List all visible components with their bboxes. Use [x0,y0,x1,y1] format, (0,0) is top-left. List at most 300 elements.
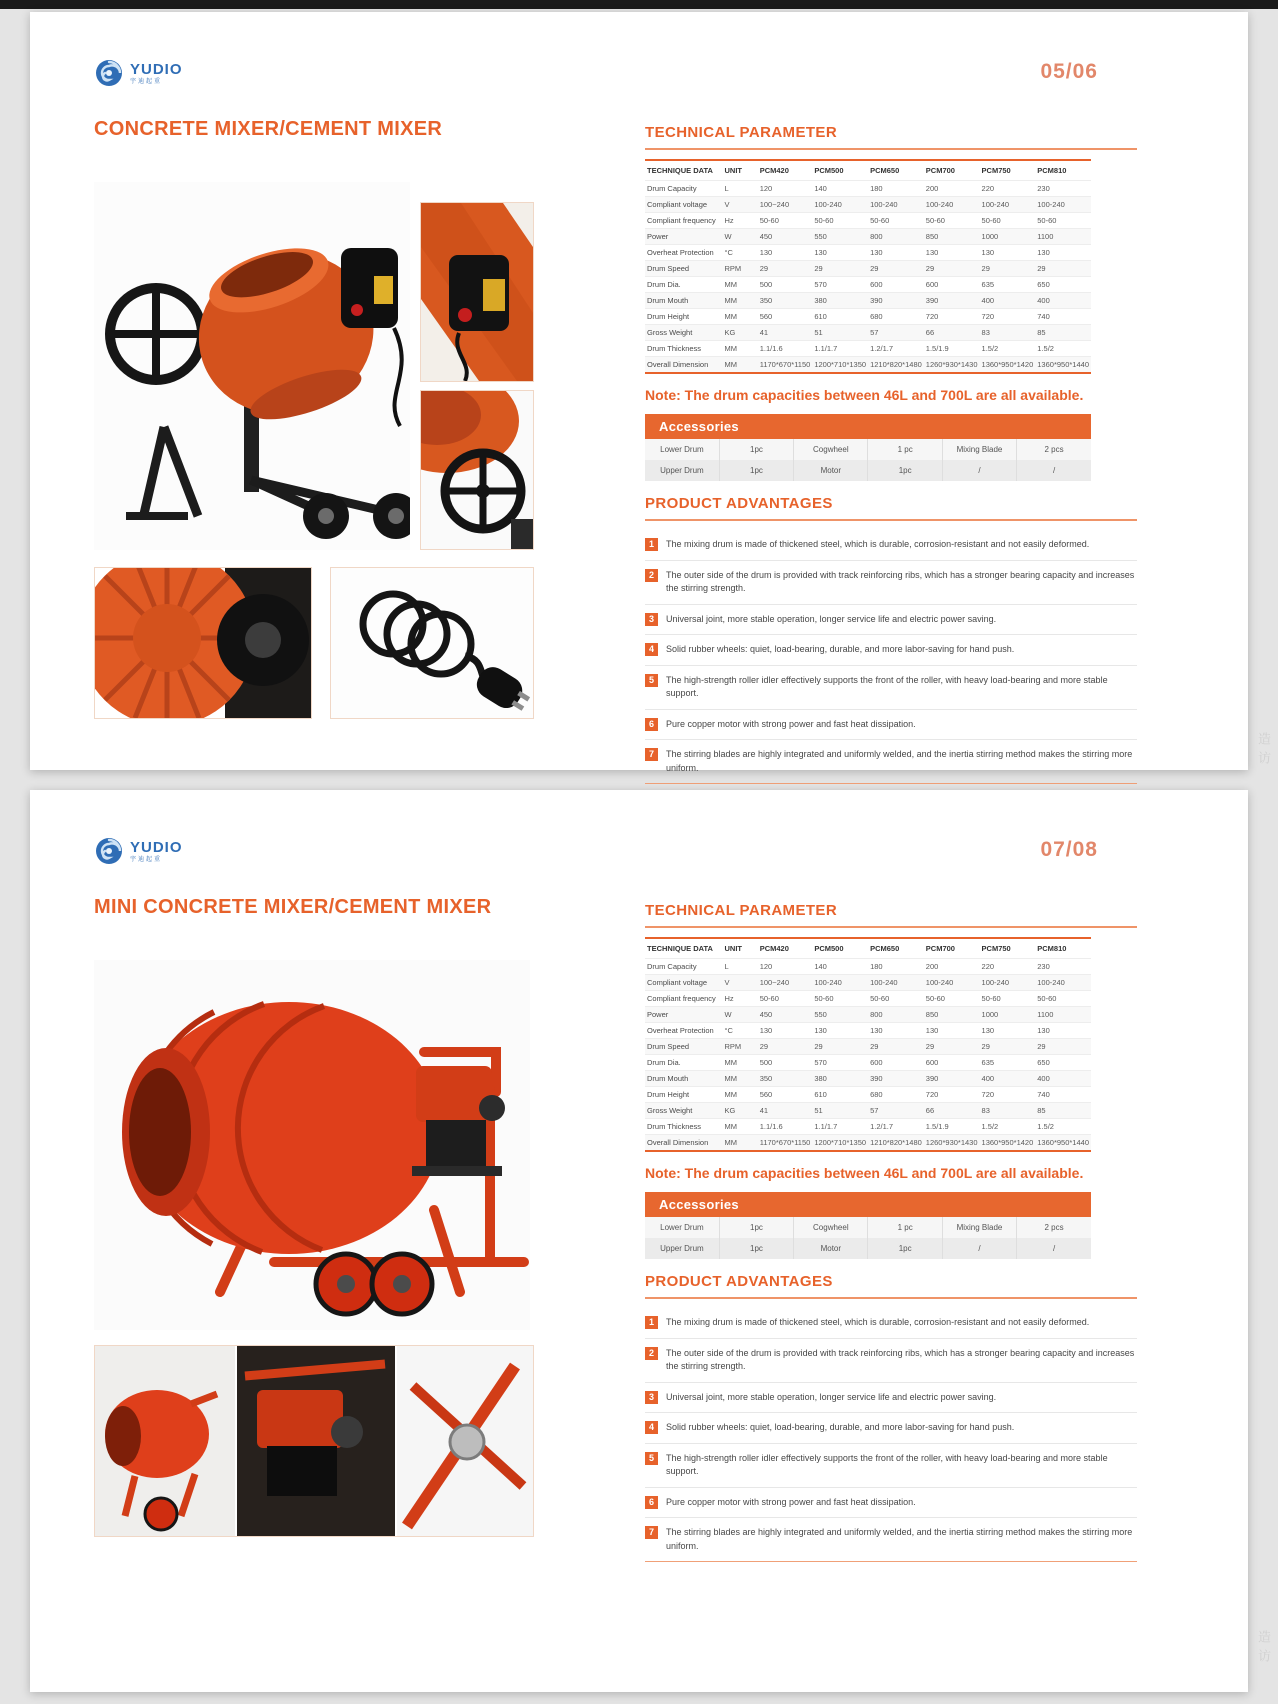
accessories-cell: Upper Drum [645,1238,719,1259]
accessories-cell: 1pc [719,1238,793,1259]
tech-header-row [645,938,1091,959]
tech-row [645,197,1091,213]
tech-cell: 720 [924,309,980,325]
tech-cell: 50-60 [980,213,1036,229]
tech-cell: 100-240 [812,975,868,991]
tech-cell: 1.5/2 [980,1119,1036,1135]
tech-header-cell: PCM650 [870,166,900,175]
tech-cell: Drum Capacity [645,959,723,975]
viewer-top-edge [0,0,1278,9]
tech-cell: 1260*930*1430 [924,357,980,374]
accessories-cell: / [1052,1244,1056,1253]
accessories-cell: / [942,1238,1016,1259]
tech-cell: 740 [1035,309,1091,325]
tech-cell: MM [723,357,758,374]
tech-cell: 29 [1035,261,1091,277]
content-column [645,902,1137,1562]
tech-row [645,293,1091,309]
tech-cell: 100-240 [1035,197,1091,213]
yudio-logo [94,58,183,88]
advantages-list [645,1308,1137,1562]
tech-cell: 130 [758,1023,813,1039]
technical-parameter-table [645,937,1091,1152]
tech-cell: 85 [1035,325,1091,341]
tech-row [645,229,1091,245]
tech-cell: 680 [868,309,924,325]
tech-header-cell: PCM420 [759,166,789,175]
tech-row [645,261,1091,277]
tech-header-cell: PCM700 [925,944,955,953]
accessories-cell: Mixing Blade [942,1217,1016,1238]
tech-cell: 380 [812,293,868,309]
tech-cell: 600 [924,1055,980,1071]
accessories-cell: / [1052,466,1056,475]
tech-cell: 450 [758,229,813,245]
tech-cell: 100-240 [980,197,1036,213]
accessories-cell: 1pc [868,460,942,481]
tech-cell: 1.5/1.9 [924,341,980,357]
advantage-item [645,1308,1137,1339]
tech-row [645,277,1091,293]
technical-parameter-table [645,159,1091,374]
advantage-number-badge: 6 [645,718,658,731]
advantage-number-badge: 6 [645,1496,658,1509]
tech-cell: 600 [868,277,924,293]
tech-cell: W [723,229,758,245]
tech-cell: 51 [812,1103,868,1119]
advantage-text: The stirring blades are highly integrated and uniformly welded, and the inertia stirring method makes the stirring more uniform. [666,749,1133,773]
tech-cell: 1360*950*1440 [1035,1135,1091,1152]
tech-cell: 850 [924,1007,980,1023]
advantage-item [645,666,1137,710]
tech-row [645,245,1091,261]
accessories-cell: 1pc [719,439,793,460]
tech-cell: Overall Dimension [645,357,723,374]
tech-cell: Drum Capacity [645,181,723,197]
tech-cell: RPM [723,1039,758,1055]
tech-cell: 100-240 [868,975,924,991]
accessories-cell: 1 pc [868,1217,942,1238]
tech-cell: Gross Weight [645,325,723,341]
tech-cell: 1.1/1.7 [812,341,868,357]
advantage-text: The mixing drum is made of thickened steel, which is durable, corrosion-resistant and not easily deformed. [666,1317,1090,1327]
tech-cell: Drum Thickness [645,1119,723,1135]
technical-parameter-heading: TECHNICAL PARAMETER [645,124,838,141]
note-text: Note: The drum capacities between 46L and 700L are all available. [645,387,1084,403]
accessories-cell: 1pc [719,460,793,481]
accessories-row [645,1238,1091,1259]
tech-cell: 100-240 [980,975,1036,991]
tech-cell: 1.5/2 [1035,341,1091,357]
tech-cell: 350 [758,293,813,309]
tech-cell: 66 [924,1103,980,1119]
tech-cell: 51 [812,325,868,341]
tech-header-cell: PCM650 [870,944,900,953]
advantage-text: The mixing drum is made of thickened steel, which is durable, corrosion-resistant and not easily deformed. [666,539,1090,549]
advantage-item [645,605,1137,636]
accessories-header-bar: Accessories [645,414,1091,439]
accessories-cell: Cogwheel [794,1217,868,1238]
advantage-text: Universal joint, more stable operation, longer service life and electric power saving. [666,1391,997,1402]
advantage-number-badge: 3 [645,1391,658,1404]
tech-cell: L [723,959,758,975]
edge-watermark: 造访 [1255,1630,1270,1668]
accessories-cell: Mixing Blade [942,439,1016,460]
tech-cell: 1.5/2 [980,341,1036,357]
note-text: Note: The drum capacities between 46L and 700L are all available. [645,1165,1084,1181]
tech-cell: 1360*950*1440 [1035,357,1091,374]
tech-cell: 130 [924,245,980,261]
tech-cell: 50-60 [758,213,813,229]
logo-text: YUDIO [130,60,183,78]
accessories-cell: Cogwheel [794,439,868,460]
tech-cell: Drum Mouth [645,1071,723,1087]
advantage-text: Solid rubber wheels: quiet, load-bearing, durable, and more labor-saving for hand push. [666,644,1015,654]
tech-row [645,1071,1091,1087]
tech-cell: 1260*930*1430 [924,1135,980,1152]
tech-cell: 800 [868,229,924,245]
tech-cell: 130 [924,1023,980,1039]
advantage-item [645,530,1137,561]
tech-cell: Compliant frequency [645,991,723,1007]
tech-cell: 57 [868,1103,924,1119]
tech-row [645,975,1091,991]
tech-cell: 1.5/1.9 [924,1119,980,1135]
tech-cell: 140 [812,959,868,975]
tech-cell: 50-60 [1035,213,1091,229]
logo-subtext: 宇迪起重 [130,78,163,85]
tech-header-cell: PCM750 [981,944,1011,953]
tech-cell: 1210*820*1480 [868,1135,924,1152]
accessories-table [645,1217,1091,1259]
tech-cell: 29 [868,1039,924,1055]
tech-cell: 610 [812,309,868,325]
tech-cell: 390 [868,293,924,309]
accessories-cell: 2 pcs [1044,445,1064,454]
tech-cell: 740 [1035,1087,1091,1103]
tech-cell: Compliant voltage [645,197,723,213]
tech-cell: 130 [980,1023,1036,1039]
tech-row [645,309,1091,325]
accessories-cell: / [942,460,1016,481]
tech-cell: 66 [924,325,980,341]
tech-cell: 100-240 [924,197,980,213]
logo-swirl-icon [94,58,124,88]
advantage-item [645,710,1137,741]
tech-cell: 400 [1035,293,1091,309]
tech-cell: 1.1/1.6 [758,341,813,357]
tech-cell: Overheat Protection [645,245,723,261]
tech-cell: MM [723,1055,758,1071]
main-mixer-photo [94,182,410,550]
tech-cell: 41 [758,325,813,341]
tech-cell: W [723,1007,758,1023]
tech-row [645,991,1091,1007]
tech-cell: 50-60 [868,991,924,1007]
page-title: CONCRETE MIXER/CEMENT MIXER [94,118,443,140]
tech-cell: 29 [812,1039,868,1055]
yudio-logo [94,836,183,866]
tech-cell: 450 [758,1007,813,1023]
tech-cell: Drum Dia. [645,277,723,293]
advantage-item [645,1413,1137,1444]
tech-cell: 380 [812,1071,868,1087]
tech-cell: 230 [1035,959,1091,975]
advantage-number-badge: 5 [645,674,658,687]
section-underline [645,1297,1137,1299]
tech-cell: 50-60 [812,991,868,1007]
tech-cell: 83 [980,325,1036,341]
tech-cell: 610 [812,1087,868,1103]
tech-cell: 57 [868,325,924,341]
tech-cell: KG [723,1103,758,1119]
advantage-text: Pure copper motor with strong power and fast heat dissipation. [666,718,916,729]
tech-cell: 1360*950*1420 [980,357,1036,374]
tech-cell: Compliant frequency [645,213,723,229]
tech-cell: 50-60 [924,991,980,1007]
tech-cell: 29 [868,261,924,277]
tech-cell: 1170*670*1150 [758,1135,813,1152]
tech-cell: 100-240 [812,197,868,213]
advantage-number-badge: 2 [645,569,658,582]
advantage-text: The high-strength roller idler effectively supports the front of the roller, with heavy load-bearing and more stable support. [666,674,1108,698]
tech-cell: 50-60 [1035,991,1091,1007]
advantage-text: Solid rubber wheels: quiet, load-bearing, durable, and more labor-saving for hand push. [666,1422,1015,1432]
product-advantages-heading: PRODUCT ADVANTAGES [645,1273,833,1290]
tech-row [645,959,1091,975]
tech-cell: 1.5/2 [1035,1119,1091,1135]
tech-cell: 180 [868,181,924,197]
tech-cell: 1200*710*1350 [812,357,868,374]
tech-cell: 400 [980,1071,1036,1087]
tech-cell: 50-60 [868,213,924,229]
tech-cell: 130 [812,1023,868,1039]
tech-cell: 1.2/1.7 [868,1119,924,1135]
advantage-text: The outer side of the drum is provided with track reinforcing ribs, which has a stronger bearing capacity and increases the stirring strength. [666,569,1135,593]
tech-cell: MM [723,293,758,309]
tech-cell: Drum Height [645,309,723,325]
tech-cell: MM [723,1135,758,1152]
accessories-table [645,439,1091,481]
tech-header-cell: PCM810 [1037,944,1067,953]
motor-detail-photo [420,202,534,382]
tech-cell: 1100 [1035,229,1091,245]
accessories-cell: 1 pc [868,439,942,460]
tech-cell: 390 [924,293,980,309]
mini-mixer-main-photo [94,960,530,1330]
tech-cell: 29 [980,1039,1036,1055]
tech-row [645,325,1091,341]
tech-cell: 130 [812,245,868,261]
tech-cell: 83 [980,1103,1036,1119]
tech-cell: 100-240 [924,975,980,991]
tech-cell: 1.1/1.7 [812,1119,868,1135]
advantage-number-badge: 3 [645,613,658,626]
page-title: MINI CONCRETE MIXER/CEMENT MIXER [94,896,492,918]
advantage-number-badge: 7 [645,1526,658,1539]
tech-cell: Drum Thickness [645,341,723,357]
tech-cell: 400 [980,293,1036,309]
tech-cell: 720 [980,1087,1036,1103]
tech-header-cell: PCM750 [981,166,1011,175]
section-underline [645,926,1137,928]
tech-cell: °C [723,245,758,261]
tech-cell: 560 [758,1087,813,1103]
tech-cell: 350 [758,1071,813,1087]
tech-header-cell: TECHNIQUE DATA [647,944,713,953]
logo-text: YUDIO [130,838,183,856]
tech-cell: 29 [1035,1039,1091,1055]
advantage-text: Pure copper motor with strong power and fast heat dissipation. [666,1496,916,1507]
tech-cell: 850 [924,229,980,245]
product-advantages-heading: PRODUCT ADVANTAGES [645,495,833,512]
tech-cell: 400 [1035,1071,1091,1087]
advantage-number-badge: 5 [645,1452,658,1465]
advantage-item [645,1444,1137,1488]
tech-row [645,1007,1091,1023]
page-number: 05/06 [1040,60,1098,83]
advantage-item [645,635,1137,666]
advantage-item [645,1518,1137,1562]
advantage-number-badge: 4 [645,643,658,656]
tech-header-cell: UNIT [724,944,742,953]
tech-cell: Overall Dimension [645,1135,723,1152]
accessories-row [645,439,1091,460]
accessories-cell: Motor [794,460,868,481]
tech-cell: RPM [723,261,758,277]
edge-watermark: 造访 [1255,732,1270,770]
tech-cell: 560 [758,309,813,325]
tech-cell: MM [723,277,758,293]
accessories-cell: Upper Drum [645,460,719,481]
tech-cell: Drum Mouth [645,293,723,309]
tech-cell: 50-60 [924,213,980,229]
tech-cell: 120 [758,181,813,197]
advantage-number-badge: 7 [645,748,658,761]
tech-cell: 1210*820*1480 [868,357,924,374]
tech-cell: 600 [868,1055,924,1071]
tech-cell: 29 [758,1039,813,1055]
tech-header-row [645,160,1091,181]
tech-cell: Drum Speed [645,261,723,277]
tech-cell: 550 [812,229,868,245]
tech-cell: 390 [924,1071,980,1087]
advantage-item [645,1488,1137,1519]
advantage-number-badge: 1 [645,538,658,551]
tech-row [645,1103,1091,1119]
advantages-list [645,530,1137,784]
tech-cell: 1.2/1.7 [868,341,924,357]
tech-header-cell: PCM700 [925,166,955,175]
tech-cell: 500 [758,1055,813,1071]
tech-cell: Drum Height [645,1087,723,1103]
tech-row [645,181,1091,197]
accessories-cell: Motor [794,1238,868,1259]
tech-cell: 1000 [980,1007,1036,1023]
tech-cell: 500 [758,277,813,293]
advantage-text: The outer side of the drum is provided with track reinforcing ribs, which has a stronger bearing capacity and increases the stirring strength. [666,1347,1135,1371]
accessories-cell: Lower Drum [645,439,719,460]
tech-cell: V [723,975,758,991]
accessories-row [645,1217,1091,1238]
tech-row [645,1135,1091,1152]
tech-cell: KG [723,325,758,341]
tech-row [645,1023,1091,1039]
tech-cell: 200 [924,959,980,975]
tech-row [645,357,1091,374]
tech-header-cell: UNIT [724,166,742,175]
tech-cell: 1360*950*1420 [980,1135,1036,1152]
tech-cell: Power [645,1007,723,1023]
tech-cell: 130 [980,245,1036,261]
tech-cell: V [723,197,758,213]
tech-header-cell: PCM500 [814,166,844,175]
tech-cell: 120 [758,959,813,975]
tech-cell: 130 [1035,245,1091,261]
tech-cell: 220 [980,959,1036,975]
tech-header-cell: PCM500 [814,944,844,953]
power-plug-detail-photo [330,567,534,719]
tech-cell: 29 [924,1039,980,1055]
advantage-text: The high-strength roller idler effectively supports the front of the roller, with heavy load-bearing and more stable support. [666,1452,1108,1476]
tech-cell: 50-60 [980,991,1036,1007]
tech-row [645,213,1091,229]
tech-cell: 100-240 [1035,975,1091,991]
tech-row [645,1119,1091,1135]
tech-row [645,341,1091,357]
advantage-item [645,740,1137,784]
mini-mixer-collage-photo [94,1345,534,1537]
tech-cell: °C [723,1023,758,1039]
tech-cell: 130 [868,245,924,261]
tech-row [645,1039,1091,1055]
tech-header-cell: PCM810 [1037,166,1067,175]
tech-header-cell: TECHNIQUE DATA [647,166,713,175]
section-underline [645,519,1137,521]
tech-cell: Drum Speed [645,1039,723,1055]
logo-subtext: 宇迪起重 [130,856,163,863]
tech-cell: 50-60 [758,991,813,1007]
tech-cell: 1000 [980,229,1036,245]
tech-cell: 550 [812,1007,868,1023]
tech-cell: 635 [980,277,1036,293]
tech-cell: 1170*670*1150 [758,357,813,374]
accessories-row [645,460,1091,481]
tech-cell: 100~240 [758,975,813,991]
tech-cell: 570 [812,277,868,293]
handwheel-detail-photo [420,390,534,550]
tech-cell: 130 [758,245,813,261]
tech-cell: 1200*710*1350 [812,1135,868,1152]
tech-cell: 1.1/1.6 [758,1119,813,1135]
tech-cell: L [723,181,758,197]
catalog-page-2 [30,790,1248,1692]
tech-cell: 720 [924,1087,980,1103]
advantage-number-badge: 2 [645,1347,658,1360]
tech-cell: MM [723,1119,758,1135]
drum-gear-detail-photo [94,567,312,719]
tech-cell: Gross Weight [645,1103,723,1119]
accessories-header-bar: Accessories [645,1192,1091,1217]
tech-cell: 230 [1035,181,1091,197]
advantage-item [645,1339,1137,1383]
tech-cell: 29 [812,261,868,277]
tech-cell: Compliant voltage [645,975,723,991]
tech-cell: 680 [868,1087,924,1103]
tech-cell: 570 [812,1055,868,1071]
section-underline [645,148,1137,150]
tech-cell: 800 [868,1007,924,1023]
